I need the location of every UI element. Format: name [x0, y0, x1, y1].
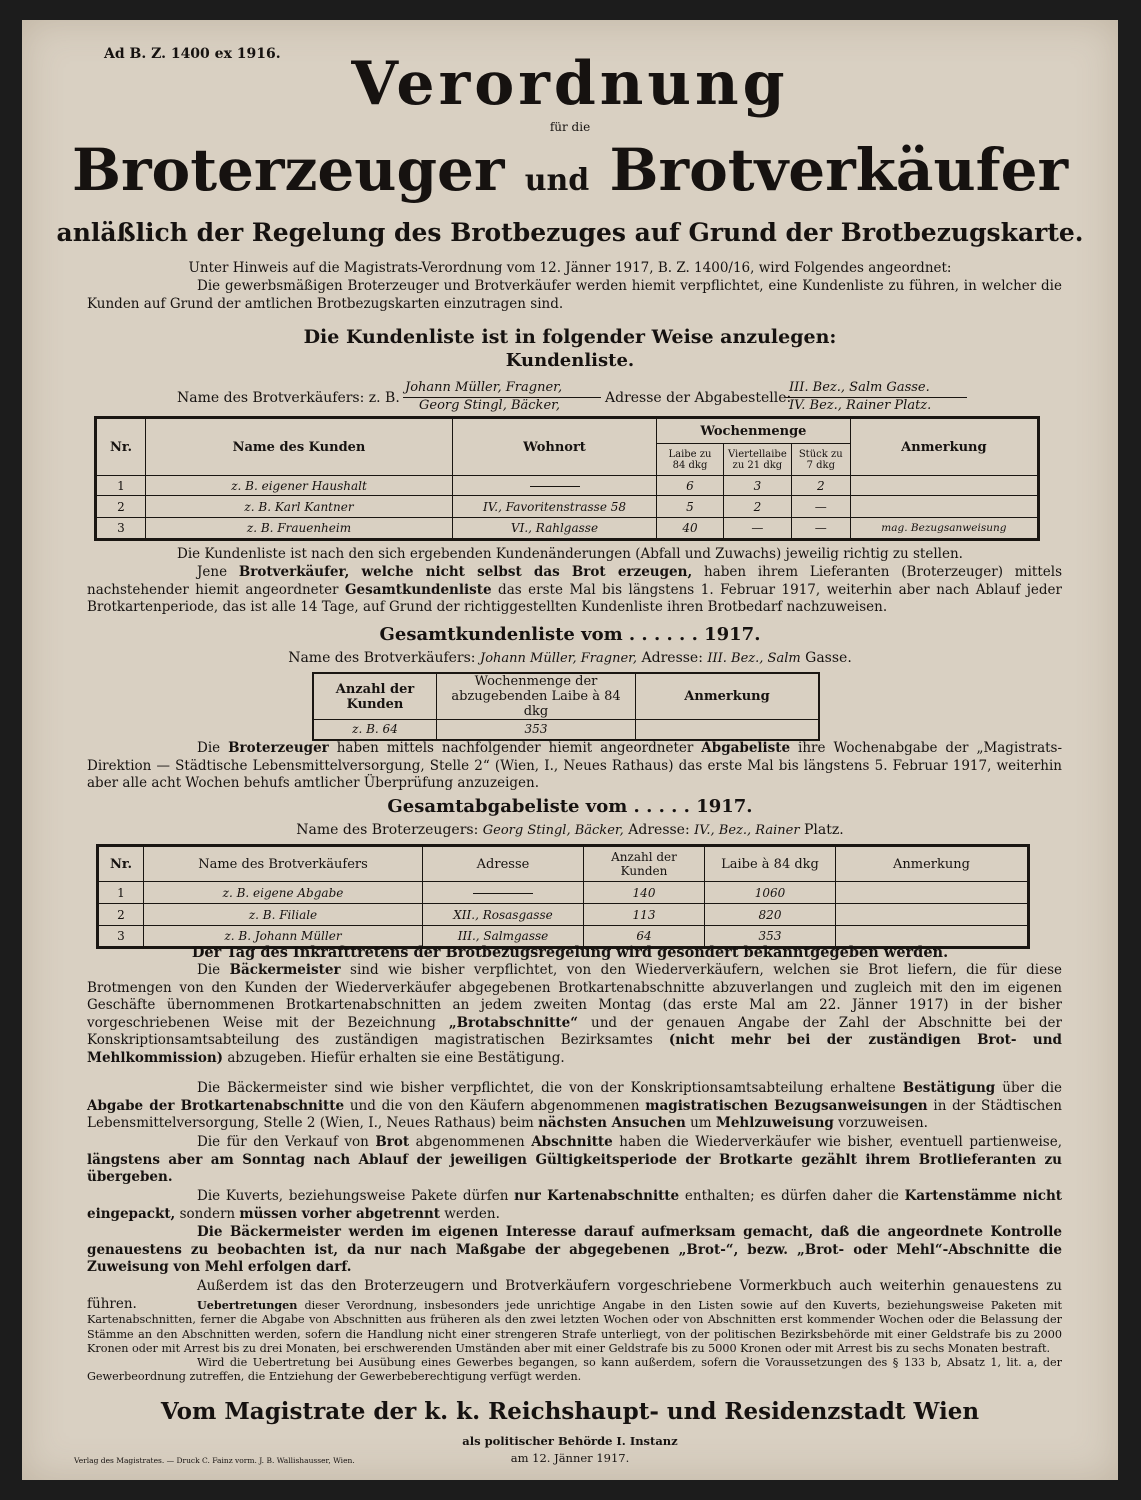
gesamtkundenliste-seller-line: Name des Brotverkäufers: Johann Müller, Fragner, Adresse: III. Bez., Salm Gasse. — [288, 650, 852, 666]
cell-wohnort-dash — [453, 476, 657, 496]
col-anzahl: Anzahl der Kunden — [313, 673, 437, 720]
issue-date: am 12. Jänner 1917. — [510, 1451, 630, 1465]
col-brotverkaeufer: Name des Brotverkäufers — [144, 846, 423, 882]
address-value-1: III. Bez., Salm Gasse. — [789, 380, 930, 395]
para-vormerkbuch: Außerdem ist das den Broterzeugern und Brotverkäufern vorgeschriebene Vormerkbuch auch weiterhin genauestens zu führen. — [87, 1278, 1062, 1312]
col-laibe: Laibe zu 84 dkg — [657, 444, 724, 476]
cell-anzahl: 113 — [584, 904, 705, 926]
seller-name-value-2: Georg Stingl, Bäcker, — [419, 398, 561, 413]
cell-nr: 2 — [96, 496, 146, 518]
cell-anzahl: z. B. 64 — [313, 720, 437, 740]
document-subtitle — [22, 132, 1118, 219]
table-row — [98, 904, 1029, 926]
table-row — [96, 518, 1039, 540]
intro-line-2: Die gewerbsmäßigen Broterzeuger und Brotverkäufer werden hiemit verpflichtet, eine Kundenliste zu führen, in welcher die Kunden auf Grund der amtlichen Brotbezugskarten einzutragen sind. — [87, 278, 1062, 312]
table-row — [96, 476, 1039, 496]
cell-anzahl: 64 — [584, 926, 705, 948]
table-row — [313, 720, 819, 740]
cell-stueck: — — [791, 496, 850, 518]
authority-role: als politischer Behörde I. Instanz — [462, 1434, 678, 1448]
kundenliste-title: Kundenliste. — [505, 350, 635, 371]
cell-anmerkung — [850, 476, 1038, 496]
reference-number: Ad B. Z. 1400 ex 1916. — [104, 46, 281, 62]
seller-name-label: Name des Brotverkäufers: z. B. — [177, 390, 400, 406]
col-anmerkung: Anmerkung — [636, 673, 820, 720]
cell-anmerkung — [636, 720, 820, 740]
cell-nr: 1 — [98, 882, 144, 904]
col-anmerkung: Anmerkung — [836, 846, 1029, 882]
cell-stueck: 2 — [791, 476, 850, 496]
cell-anmerkung — [836, 904, 1029, 926]
gesamtabgabeliste-title: Gesamtabgabeliste vom . . . . . 1917. — [387, 796, 753, 817]
gesamtabgabeliste-producer-line: Name des Broterzeugers: Georg Stingl, Bäcker, Adresse: IV., Bez., Rainer Platz. — [296, 822, 844, 838]
cell-nr: 2 — [98, 904, 144, 926]
cell-wohnort: VI., Rahlgasse — [453, 518, 657, 540]
poster-sheet — [22, 20, 1118, 1480]
printer-imprint: Verlag des Magistrates. — Druck C. Fainz vorm. J. B. Wallishausser, Wien. — [74, 1456, 355, 1465]
gesamtabgabeliste-table — [96, 844, 1030, 949]
cell-viertel: 3 — [724, 476, 792, 496]
col-nr: Nr. — [98, 846, 144, 882]
inkrafttreten-notice: Der Tag des Inkrafttretens der Brotbezugsregelung wird gesondert bekanntgegeben werden. — [191, 944, 949, 961]
para-kundenaenderungen: Die Kundenliste ist nach den sich ergebenden Kundenänderungen (Abfall und Zuwachs) jeweilig richtig zu stellen. — [177, 546, 963, 562]
kundenliste-table — [94, 416, 1040, 541]
cell-wochenmenge: 353 — [437, 720, 636, 740]
cell-nr: 3 — [98, 926, 144, 948]
cell-nr: 1 — [96, 476, 146, 496]
cell-anmerkung — [836, 882, 1029, 904]
subtitle-broterzeuger: Broterzeuger — [71, 136, 505, 204]
fuer-die-label: für die — [549, 120, 591, 134]
para-brotverkaeufer: Jene Brotverkäufer, welche nicht selbst das Brot erzeugen, haben ihrem Lieferanten (Broterzeuger) mittels nachstehender hiemit angeordneter Gesamtkundenliste das erste Mal bis längstens 1. Februar 1917, weiterhin aber nach Ablauf jeder Brotkartenperiode, das ist alle 14 Tage, auf Grund der richtiggestellten Kundenliste ihren Brotbedarf nachzuweisen. — [87, 564, 1062, 616]
cell-adresse-dash — [423, 882, 584, 904]
cell-laibe: 820 — [705, 904, 836, 926]
col-wohnort: Wohnort — [453, 418, 657, 476]
gesamtkundenliste-table — [312, 672, 820, 741]
table-row — [96, 496, 1039, 518]
col-anmerkung: Anmerkung — [850, 418, 1038, 476]
col-stueck: Stück zu 7 dkg — [791, 444, 850, 476]
col-kunde: Name des Kunden — [146, 418, 453, 476]
subtitle-brotverkaeufer: Brotverkäufer — [609, 136, 1069, 204]
cell-laibe: 6 — [657, 476, 724, 496]
para-baecker-1: Die Bäckermeister sind wie bisher verpflichtet, von den Wiederverkäufern, welchen sie Brot liefern, die für diese Brotmengen von den Kunden der Wiederverkäufer abgegebenen Brotkartenabschnitte abzuverlangen und zugleich mit den im eigenen Geschäfte übernommenen Brotkartenabschnitten an jedem zweiten Montag (das erste Mal am 22. Jänner 1917) in der bisher vorgeschriebenen Weise mit der Bezeichnung „Brotabschnitte“ und der genauen Angabe der Zahl der Abschnitte bei der Konskriptionsamtsabteilung des zuständigen magistratischen Bezirksamtes (nicht mehr bei der zuständigen Brot- und Mehlkommission) abzugeben. Hiefür erhalten sie eine Bestätigung. — [87, 962, 1062, 1066]
address-label: Adresse der Abgabestelle: — [605, 390, 792, 406]
intro-line-1: Unter Hinweis auf die Magistrats-Verordnung vom 12. Jänner 1917, B. Z. 1400/16, wird Folgendes angeordnet: — [188, 260, 952, 276]
cell-viertel: — — [724, 518, 792, 540]
kundenliste-heading: Die Kundenliste ist in folgender Weise anzulegen: — [303, 326, 837, 348]
cell-laibe: 5 — [657, 496, 724, 518]
para-kuverts: Die Kuverts, beziehungsweise Pakete dürfen nur Kartenabschnitte enthalten; es dürfen daher die Kartenstämme nicht eingepackt, sondern müssen vorher abgetrennt werden. — [87, 1188, 1063, 1222]
col-wochenmenge: Wochenmenge — [657, 418, 851, 444]
address-value-2: IV. Bez., Rainer Platz. — [789, 398, 932, 413]
col-wochenmenge: Wochenmenge der abzugebenden Laibe à 84 dkg — [437, 673, 636, 720]
cell-wohnort: IV., Favoritenstrasse 58 — [453, 496, 657, 518]
seller-name-value-1: Johann Müller, Fragner, — [405, 380, 563, 395]
cell-laibe: 353 — [705, 926, 836, 948]
cell-laibe: 40 — [657, 518, 724, 540]
authority-line: Vom Magistrate der k. k. Reichshaupt- und Residenzstadt Wien — [160, 1398, 980, 1425]
para-broterzeuger: Die Broterzeuger haben mittels nachfolgender hiemit angeordneter Abgabeliste ihre Wochenabgabe der „Magistrats-Direktion — Städtische Lebensmittelversorgung, Stelle 2“ (Wien, I., Neues Rathaus) das erste Mal bis längstens 5. Februar 1917, weiterhin aber alle acht Wochen behufs amtlicher Überprüfung anzuzeigen. — [87, 740, 1063, 792]
cell-laibe: 1060 — [705, 882, 836, 904]
cell-name: z. B. Karl Kantner — [146, 496, 453, 518]
subtitle-und: und — [524, 163, 590, 198]
para-interesse: Die Bäckermeister werden im eigenen Interesse darauf aufmerksam gemacht, daß die angeordnete Kontrolle genauestens zu beobachten ist, da nur nach Maßgabe der abgegebenen „Brot-“, bezw. „Brot- oder Mehl“-Abschnitte die Zuweisung von Mehl erfolgen darf. — [87, 1224, 1062, 1276]
occasion-line: anläßlich der Regelung des Brotbezuges auf Grund der Brotbezugskarte. — [56, 218, 1084, 247]
cell-adresse: III., Salmgasse — [423, 926, 584, 948]
cell-anzahl: 140 — [584, 882, 705, 904]
cell-anmerkung — [850, 496, 1038, 518]
para-gewerbe: Wird die Uebertretung bei Ausübung eines Gewerbes begangen, so kann außerdem, sofern die Voraussetzungen des § 133 b, Absatz 1, lit. a, der Gewerbeordnung zutreffen, die Entziehung der Gewerbeberechtigung verfügt werden. — [87, 1356, 1062, 1384]
cell-name: z. B. Johann Müller — [144, 926, 423, 948]
gesamtkundenliste-title: Gesamtkundenliste vom . . . . . . 1917. — [379, 624, 761, 645]
col-nr: Nr. — [96, 418, 146, 476]
para-verkauf: Die für den Verkauf von Brot abgenommenen Abschnitte haben die Wiederverkäufer wie bisher, eventuell partienweise, längstens aber am Sonntag nach Ablauf der jeweiligen Gültigkeitsperiode der Brotkarte gezählt ihrem Brotlieferanten zu übergeben. — [87, 1134, 1062, 1186]
table-row — [98, 882, 1029, 904]
cell-viertel: 2 — [724, 496, 792, 518]
cell-name: z. B. Frauenheim — [146, 518, 453, 540]
cell-name: z. B. Filiale — [144, 904, 423, 926]
cell-adresse: XII., Rosasgasse — [423, 904, 584, 926]
cell-name: z. B. eigene Abgabe — [144, 882, 423, 904]
para-baecker-2: Die Bäckermeister sind wie bisher verpflichtet, die von der Konskriptionsamtsabteilung erhaltene Bestätigung über die Abgabe der Brotkartenabschnitte und die von den Käufern abgenommenen magistratischen Bezugsanweisungen in der Städtischen Lebensmittelversorgung, Stelle 2 (Wien, I., Neues Rathaus) beim nächsten Ansuchen um Mehlzuweisung vorzuweisen. — [87, 1080, 1062, 1132]
kundenliste-seller-line — [177, 380, 997, 416]
cell-nr: 3 — [96, 518, 146, 540]
col-anzahl: Anzahl der Kunden — [584, 846, 705, 882]
para-uebertretungen: Uebertretungen dieser Verordnung, insbesonders jede unrichtige Angabe in den Listen sowie auf den Kuverts, beziehungsweise Paketen mit Kartenabschnitten, ferner die Abgabe von Abschnitten aus früheren als den zwei letzten Wochen oder von Abschnitten erst kommender Wochen oder die Belassung der Stämme an den Abschnitten werden, sofern die Handlung nicht einer strengeren Strafe unterliegt, von der politischen Bezirksbehörde mit einer Geldstrafe bis zu 2000 Kronen oder mit Arrest bis zu drei Monaten, bei erschwerenden Umständen aber mit einer Geldstrafe bis zu 5000 Kronen oder mit Arrest bis zu sechs Monaten bestraft. — [87, 1298, 1062, 1356]
cell-anmerkung: mag. Bezugsanweisung — [850, 518, 1038, 540]
document-title: Verordnung — [351, 49, 789, 119]
col-viertellaibe: Viertellaibe zu 21 dkg — [724, 444, 792, 476]
col-adresse: Adresse — [423, 846, 584, 882]
cell-name: z. B. eigener Haushalt — [146, 476, 453, 496]
cell-stueck: — — [791, 518, 850, 540]
col-laibe: Laibe à 84 dkg — [705, 846, 836, 882]
